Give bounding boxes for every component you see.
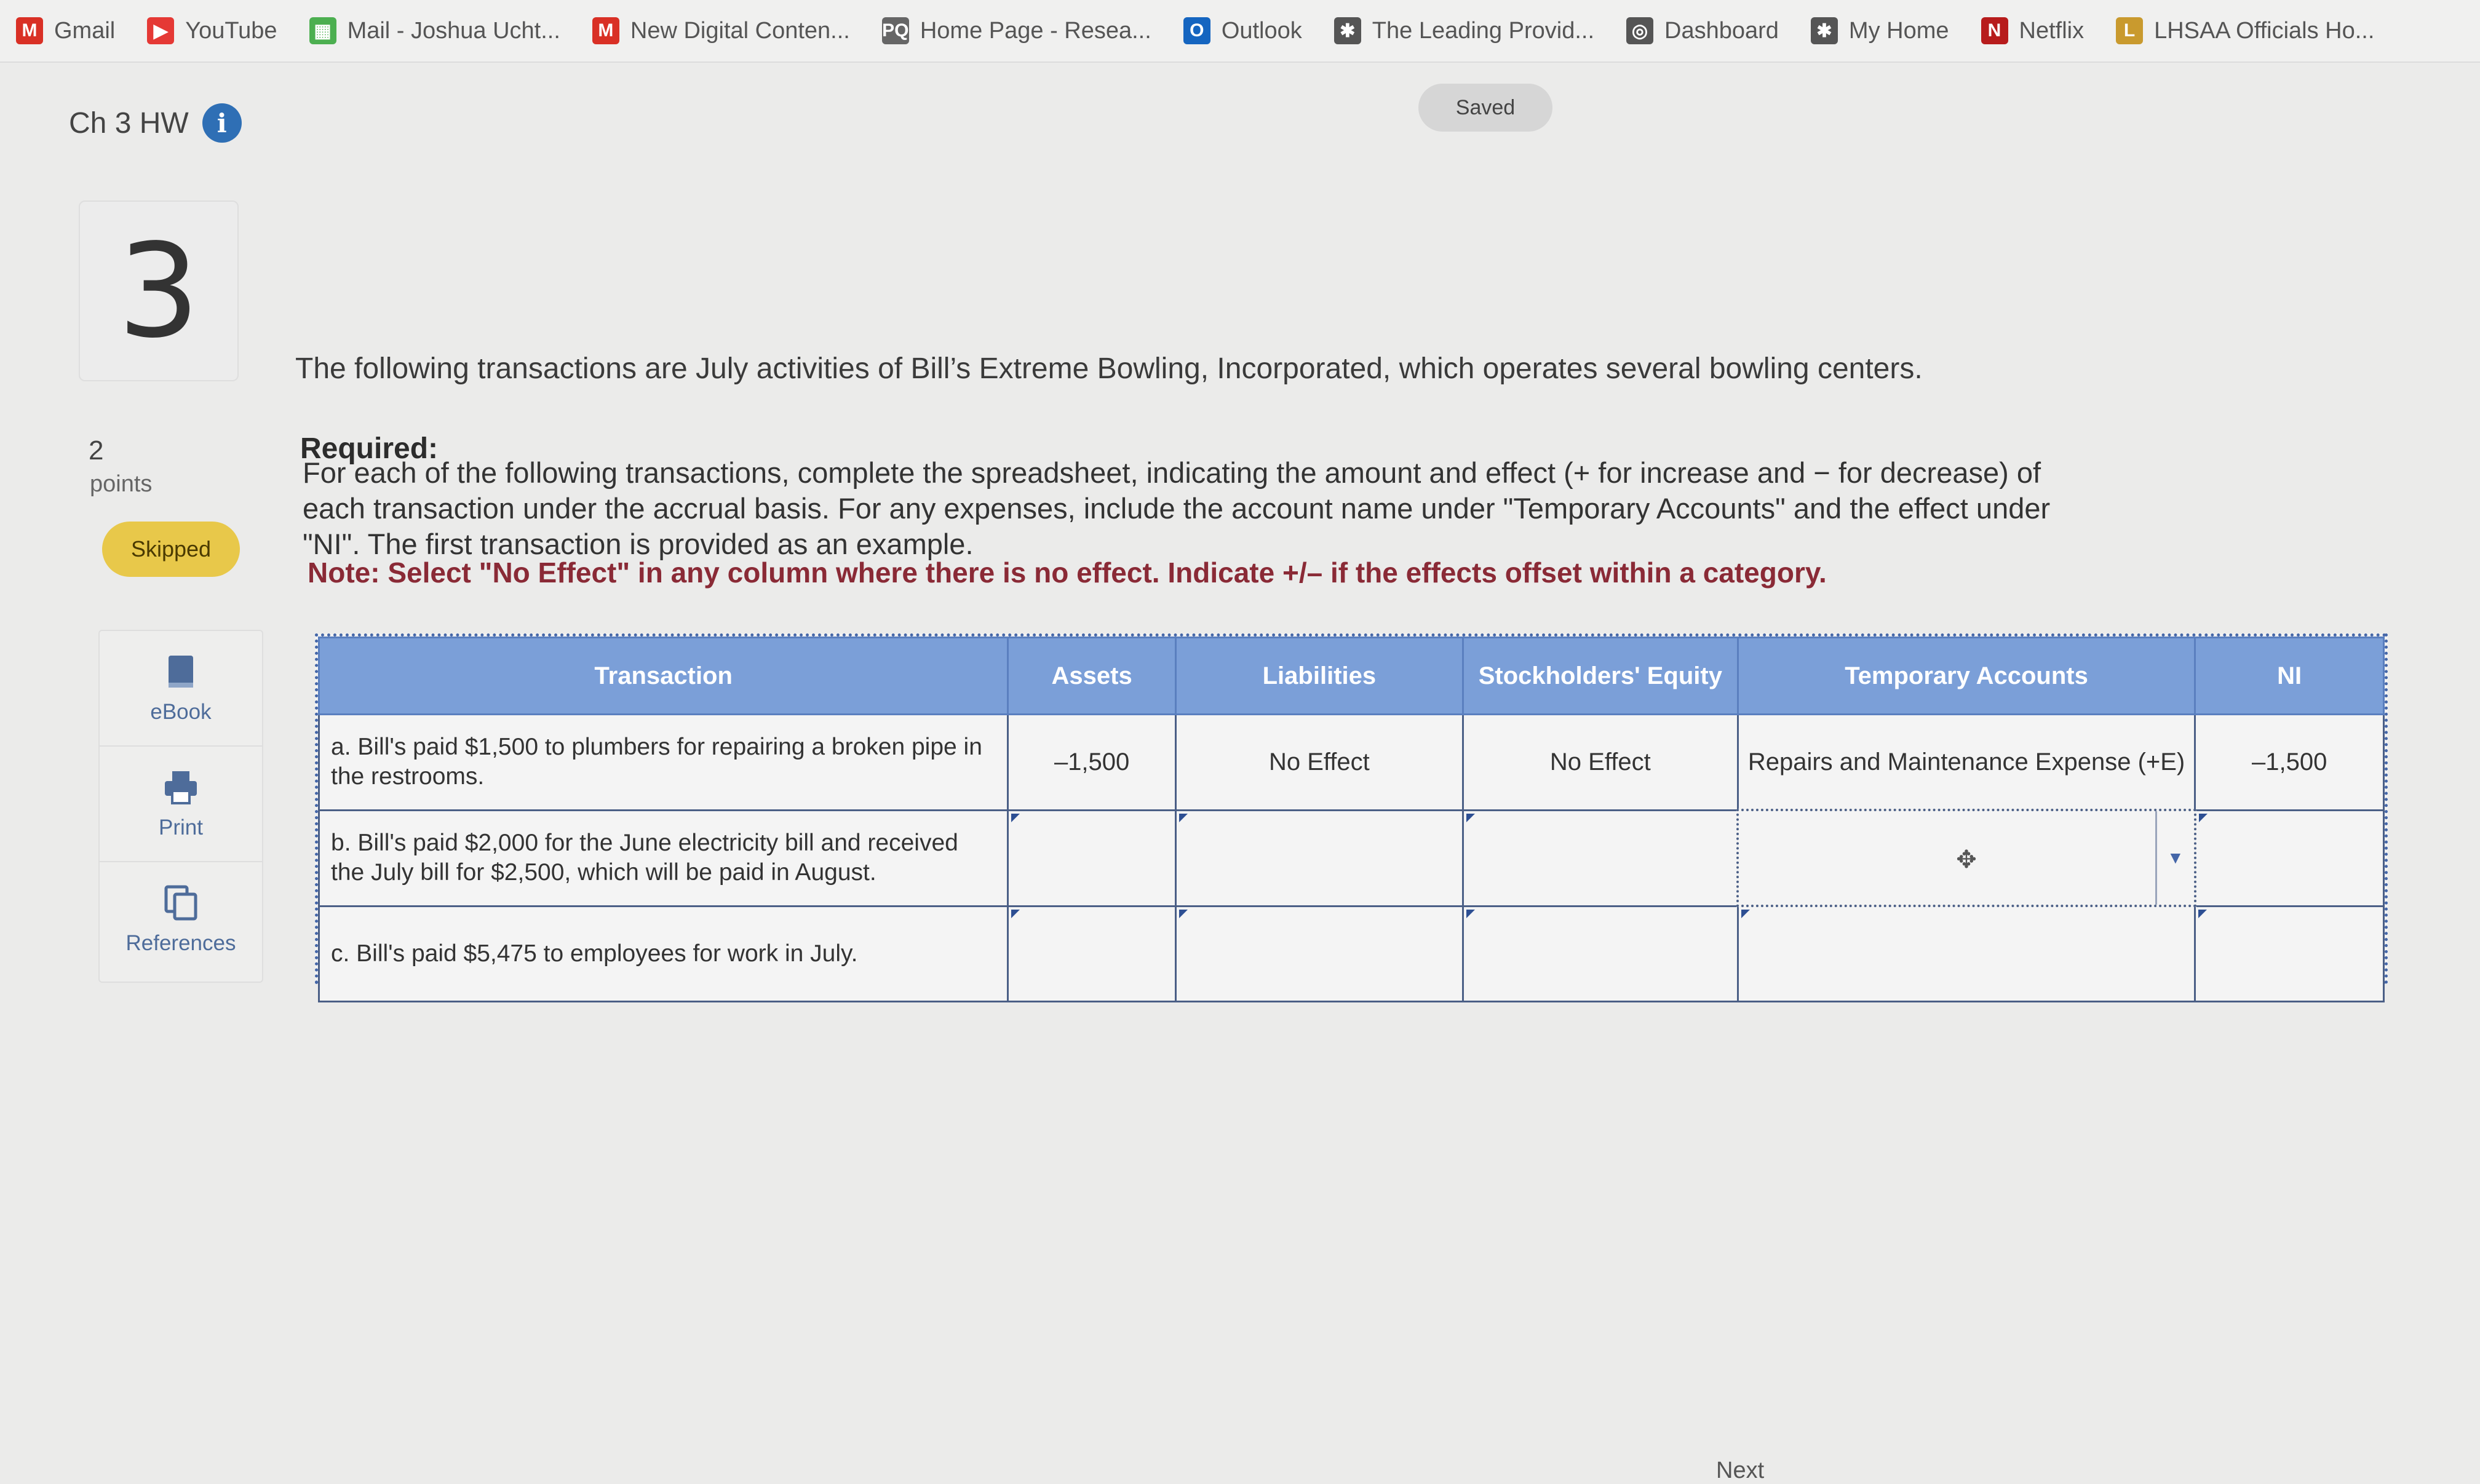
spreadsheet	[315, 633, 2388, 984]
bookmark-label: Home Page - Resea...	[920, 17, 1151, 44]
bookmark-label: Dashboard	[1664, 17, 1779, 44]
bookmark-label: My Home	[1848, 17, 1949, 44]
bookmark-label: Mail - Joshua Ucht...	[347, 17, 560, 44]
dots-icon: ✱	[1811, 17, 1838, 44]
microsoft-icon: ▦	[309, 17, 336, 44]
header-ni: NI	[2195, 638, 2384, 715]
assets-cell: –1,500	[1008, 715, 1176, 811]
assignment-title: Ch 3 HW	[69, 106, 189, 140]
gmail-icon: M	[16, 17, 43, 44]
print-button[interactable]	[100, 747, 262, 862]
ni-cell: –1,500	[2195, 715, 2384, 811]
dashboard-icon: ◎	[1626, 17, 1653, 44]
saved-status-badge: Saved	[1418, 84, 1552, 132]
status-badge: Skipped	[102, 522, 240, 577]
ni-input[interactable]	[2195, 906, 2384, 1002]
required-label: Required:	[300, 432, 439, 465]
points-value: 2	[89, 435, 104, 466]
page-title	[69, 103, 242, 143]
ebook-label: eBook	[150, 700, 212, 724]
ni-input[interactable]	[2195, 810, 2384, 906]
netflix-icon: N	[1981, 17, 2008, 44]
move-cursor-icon: ✥	[1956, 846, 1977, 873]
bookmark-item[interactable]	[866, 0, 1167, 62]
liabilities-input[interactable]	[1175, 810, 1463, 906]
transaction-cell: a. Bill's paid $1,500 to plumbers for repairing a broken pipe in the restrooms.	[319, 715, 1008, 811]
youtube-icon: ▶	[147, 17, 174, 44]
ebook-button[interactable]	[100, 631, 262, 747]
liabilities-input[interactable]	[1175, 906, 1463, 1002]
bookmark-item[interactable]	[576, 0, 866, 62]
question-number: 3	[79, 200, 239, 381]
temporary-accounts-dropdown[interactable]	[1738, 810, 2195, 906]
temporary-accounts-input[interactable]	[1738, 906, 2195, 1002]
bookmark-item[interactable]	[0, 0, 131, 62]
next-button[interactable]: Next	[1716, 1458, 1765, 1483]
bookmark-label: YouTube	[185, 17, 277, 44]
bookmark-label: Gmail	[54, 17, 116, 44]
info-icon[interactable]: i	[202, 103, 242, 143]
table-header-row	[319, 638, 2384, 715]
header-stockholders-equity: Stockholders' Equity	[1463, 638, 1738, 715]
bookmark-item[interactable]	[1795, 0, 1965, 62]
outlook-icon: O	[1183, 17, 1210, 44]
references-icon	[161, 883, 201, 923]
chevron-down-icon[interactable]: ▼	[2155, 811, 2194, 905]
header-temporary-accounts: Temporary Accounts	[1738, 638, 2195, 715]
references-label: References	[125, 931, 236, 955]
equity-input[interactable]	[1463, 906, 1738, 1002]
lhsaa-icon: L	[2116, 17, 2143, 44]
instructions-text: For each of the following transactions, complete the spreadsheet, indicating the amount and effect (+ for increase and − for decrease) of each transaction under the accrual basis. For any expenses, include the account name under "Temporary Accounts" and the effect under "NI". The first transaction is provided as an example.	[303, 456, 2051, 560]
bookmark-item[interactable]	[1965, 0, 2100, 62]
bookmark-label: The Leading Provid...	[1372, 17, 1595, 44]
bookmark-item[interactable]	[1610, 0, 1795, 62]
equity-input[interactable]	[1463, 810, 1738, 906]
bookmark-item[interactable]	[293, 0, 576, 62]
bookmark-item[interactable]	[2100, 0, 2390, 62]
bookmarks-bar	[0, 0, 2480, 63]
bookmark-item[interactable]	[1318, 0, 1610, 62]
gmail-icon: M	[592, 17, 619, 44]
table-row	[319, 906, 2384, 1002]
bookmark-item[interactable]	[1167, 0, 1318, 62]
assets-input[interactable]	[1008, 810, 1176, 906]
transaction-cell: b. Bill's paid $2,000 for the June electricity bill and received the July bill for $2,500, which will be paid in August.	[319, 810, 1008, 906]
header-liabilities: Liabilities	[1175, 638, 1463, 715]
pq-icon: PQ	[882, 17, 909, 44]
print-label: Print	[159, 815, 203, 839]
dots-icon: ✱	[1334, 17, 1361, 44]
transaction-table	[318, 637, 2385, 1002]
bookmark-label: Netflix	[2019, 17, 2085, 44]
table-row	[319, 715, 2384, 811]
points-label: points	[90, 471, 153, 497]
references-button[interactable]	[100, 862, 262, 977]
header-assets: Assets	[1008, 638, 1176, 715]
question-intro: The following transactions are July activities of Bill’s Extreme Bowling, Incorporated, which operates several bowling centers.	[295, 352, 1923, 385]
bookmark-item[interactable]	[131, 0, 293, 62]
bookmark-label: New Digital Conten...	[630, 17, 850, 44]
bookmark-label: LHSAA Officials Ho...	[2154, 17, 2375, 44]
bookmark-label: Outlook	[1221, 17, 1302, 44]
note-text: Note: Select "No Effect" in any column where there is no effect. Indicate +/– if the effects offset within a category.	[308, 557, 1827, 589]
table-row	[319, 810, 2384, 906]
transaction-cell: c. Bill's paid $5,475 to employees for work in July.	[319, 906, 1008, 1002]
header-transaction: Transaction	[319, 638, 1008, 715]
liabilities-cell: No Effect	[1175, 715, 1463, 811]
temporary-accounts-cell: Repairs and Maintenance Expense (+E)	[1738, 715, 2195, 811]
printer-icon	[161, 768, 201, 807]
assets-input[interactable]	[1008, 906, 1176, 1002]
tools-panel	[98, 630, 263, 983]
book-icon	[161, 652, 201, 691]
equity-cell: No Effect	[1463, 715, 1738, 811]
